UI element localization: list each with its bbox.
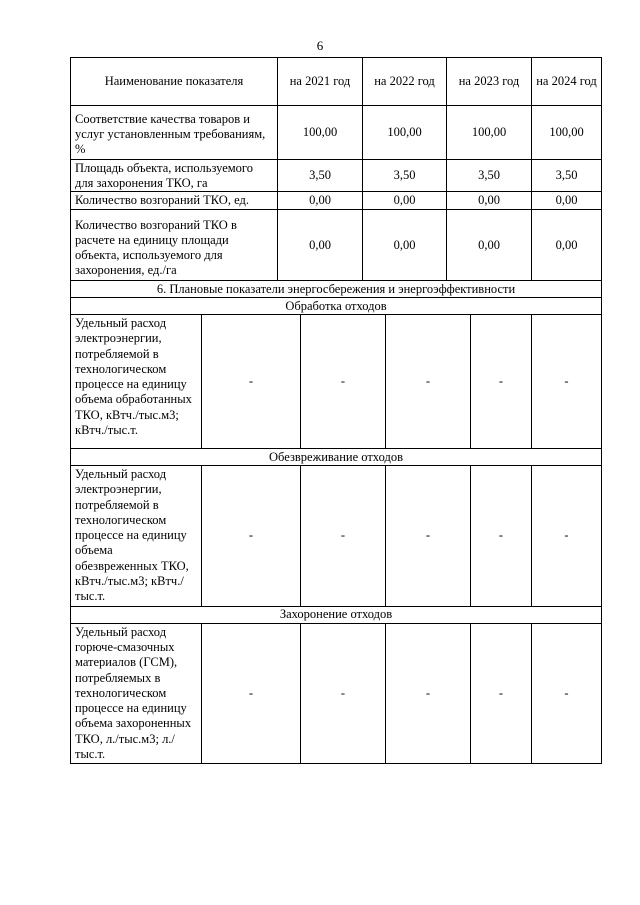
value-cell: 0,00 xyxy=(447,210,532,281)
indicator-name: Площадь объекта, используемого для захоронения ТКО, га xyxy=(71,160,278,192)
value-cell: - xyxy=(532,623,602,764)
value-cell: 0,00 xyxy=(278,192,363,210)
value-cell: 3,50 xyxy=(447,160,532,192)
value-cell: - xyxy=(202,623,301,764)
subsection-title-row xyxy=(71,449,602,466)
value-cell: - xyxy=(532,315,602,449)
value-cell: 100,00 xyxy=(532,106,602,160)
value-cell: - xyxy=(386,315,471,449)
table-row xyxy=(71,315,602,449)
table-row xyxy=(71,466,602,607)
indicator-name: Удельный расход электроэнергии, потребляемой в технологическом процессе на единицу объема обработанных ТКО, кВтч./тыс.м3; кВтч./тыс.т. xyxy=(71,315,202,449)
value-cell: - xyxy=(532,466,602,607)
subsection-title: Обработка отходов xyxy=(71,298,602,315)
subsection-title: Обезвреживание отходов xyxy=(71,449,602,466)
section-title: 6. Плановые показатели энергосбережения и энергоэффективности xyxy=(71,281,602,298)
value-cell: - xyxy=(471,623,532,764)
table-row xyxy=(71,160,602,192)
header-year-2021: на 2021 год xyxy=(278,58,363,106)
value-cell: 3,50 xyxy=(532,160,602,192)
header-year-2024: на 2024 год xyxy=(532,58,602,106)
indicator-name: Удельный расход горюче-смазочных материалов (ГСМ), потребляемых в технологическом процессе на единицу объема захороненных ТКО, л./тыс.м3; л./тыс.т. xyxy=(71,623,202,764)
page-number: 6 xyxy=(316,38,324,53)
indicator-name: Соответствие качества товаров и услуг установленным требованиям, % xyxy=(71,106,278,160)
indicator-name: Количество возгораний ТКО в расчете на единицу площади объекта, используемого для захоронения, ед./га xyxy=(71,210,278,281)
table-row xyxy=(71,192,602,210)
value-cell: - xyxy=(301,623,386,764)
value-cell: - xyxy=(202,466,301,607)
value-cell: 0,00 xyxy=(532,210,602,281)
value-cell: - xyxy=(202,315,301,449)
indicator-name: Количество возгораний ТКО, ед. xyxy=(71,192,278,210)
header-name: Наименование показателя xyxy=(71,58,278,106)
value-cell: 3,50 xyxy=(278,160,363,192)
table-row xyxy=(71,210,602,281)
value-cell: - xyxy=(471,466,532,607)
indicators-table xyxy=(70,57,602,764)
value-cell: 100,00 xyxy=(363,106,447,160)
table-row xyxy=(71,106,602,160)
subsection-title-row xyxy=(71,298,602,315)
subsection-title: Захоронение отходов xyxy=(71,606,602,623)
value-cell: - xyxy=(386,466,471,607)
value-cell: - xyxy=(301,466,386,607)
value-cell: - xyxy=(301,315,386,449)
value-cell: 100,00 xyxy=(447,106,532,160)
value-cell: 0,00 xyxy=(447,192,532,210)
value-cell: 0,00 xyxy=(363,192,447,210)
value-cell: - xyxy=(386,623,471,764)
table-header-row xyxy=(71,58,602,106)
value-cell: 0,00 xyxy=(532,192,602,210)
value-cell: 100,00 xyxy=(278,106,363,160)
header-year-2023: на 2023 год xyxy=(447,58,532,106)
section-title-row xyxy=(71,281,602,298)
value-cell: 3,50 xyxy=(363,160,447,192)
value-cell: - xyxy=(471,315,532,449)
value-cell: 0,00 xyxy=(278,210,363,281)
header-year-2022: на 2022 год xyxy=(363,58,447,106)
subsection-title-row xyxy=(71,606,602,623)
indicator-name: Удельный расход электроэнергии, потребляемой в технологическом процессе на единицу объема обезвреженных ТКО, кВтч./тыс.м3; кВтч./тыс.т. xyxy=(71,466,202,607)
value-cell: 0,00 xyxy=(363,210,447,281)
table-row xyxy=(71,623,602,764)
